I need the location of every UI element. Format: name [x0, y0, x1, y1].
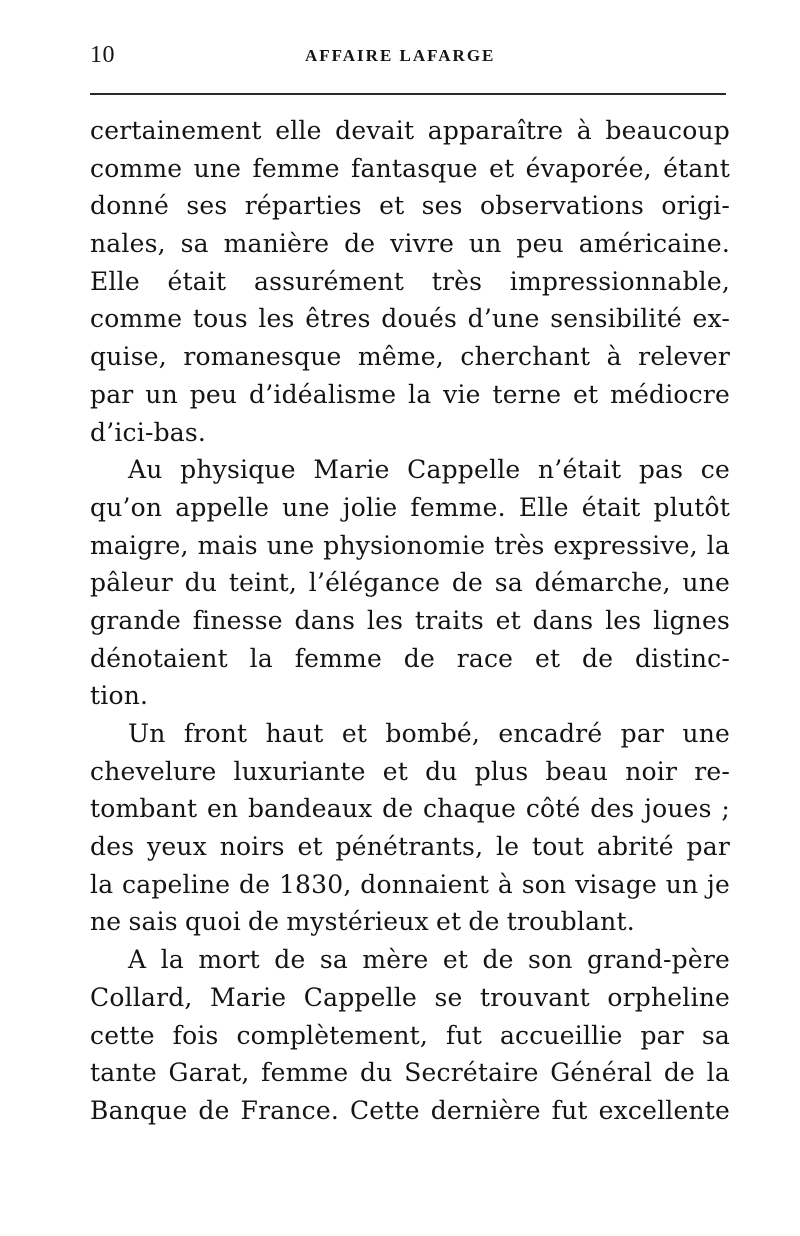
running-title: AFFAIRE LAFARGE: [305, 46, 496, 65]
text-line: certainement elle devait apparaître à beaucoup: [90, 116, 730, 145]
text-line: chevelure luxuriante et du plus beau noir re-: [90, 756, 730, 786]
text-line: comme tous les êtres doués d’une sensibilité ex-: [90, 304, 730, 334]
paragraph: [90, 941, 730, 1129]
body-text: [90, 112, 730, 1130]
paragraph: [90, 112, 730, 451]
text-line: Un front haut et bombé, encadré par une: [128, 719, 730, 748]
text-line: la capeline de 1830, donnaient à son visage un je: [90, 869, 730, 899]
page-number: 10: [90, 42, 115, 68]
text-line: d’ici-bas.: [90, 417, 207, 447]
text-line: donné ses réparties et ses observations origi-: [90, 191, 730, 221]
text-line: tombant en bandeaux de chaque côté des joues ;: [90, 794, 730, 824]
text-line: pâleur du teint, l’élégance de sa démarche, une: [90, 568, 730, 598]
text-line: Au physique Marie Cappelle n’était pas ce: [128, 455, 730, 485]
text-line: qu’on appelle une jolie femme. Elle était plutôt: [90, 492, 730, 522]
text-line: Elle était assurément très impressionnable,: [90, 266, 730, 296]
text-line: Banque de France. Cette dernière fut excellente: [90, 1095, 730, 1125]
text-line: grande finesse dans les traits et dans les lignes: [90, 605, 730, 635]
running-head: [90, 42, 726, 72]
text-line: Collard, Marie Cappelle se trouvant orpheline: [90, 982, 730, 1012]
header-rule: [90, 93, 726, 95]
text-line: maigre, mais une physionomie très expressive, la: [90, 530, 730, 560]
text-line: tante Garat, femme du Secrétaire Général de la: [90, 1058, 730, 1088]
text-line: comme une femme fantasque et évaporée, étant: [90, 153, 730, 183]
text-line: dénotaient la femme de race et de distinc-: [90, 643, 730, 673]
text-line: par un peu d’idéalisme la vie terne et médiocre: [90, 379, 730, 409]
text-line: nales, sa manière de vivre un peu américaine.: [90, 229, 730, 259]
text-line: tion.: [90, 681, 149, 711]
text-line: ne sais quoi de mystérieux et de troublant.: [90, 907, 635, 937]
paragraph: [90, 451, 730, 715]
paragraph: [90, 715, 730, 941]
text-line: A la mort de sa mère et de son grand-père: [128, 945, 730, 975]
text-line: des yeux noirs et pénétrants, le tout abrité par: [90, 832, 730, 862]
text-line: cette fois complètement, fut accueillie par sa: [90, 1020, 730, 1050]
text-line: quise, romanesque même, cherchant à relever: [90, 342, 730, 372]
